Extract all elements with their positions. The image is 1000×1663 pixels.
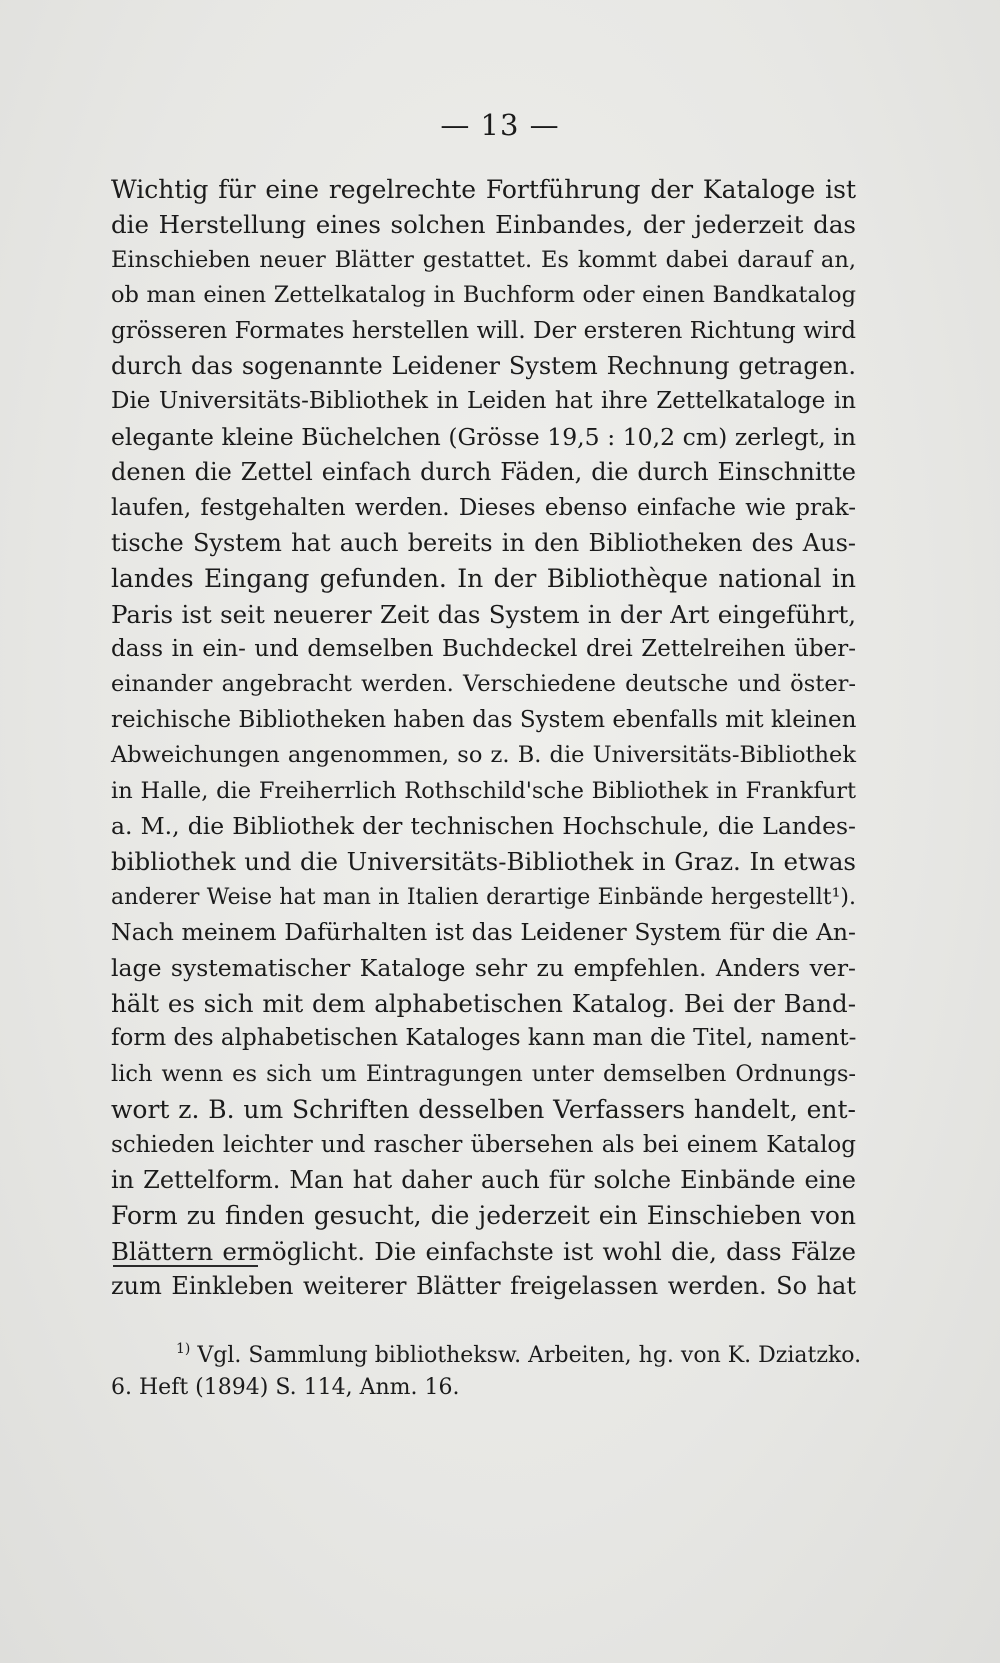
text-line: grösseren Formates herstellen will. Der ersteren Richtung wird bbox=[111, 317, 856, 344]
footnote-line bbox=[111, 1340, 862, 1372]
text-line: form des alphabetischen Kataloges kann man die Titel, nament- bbox=[111, 1025, 857, 1052]
text-line: landes Eingang gefunden. In der Bibliothèque national in bbox=[111, 564, 856, 594]
text-line: Wichtig für eine regelrechte Fortführung der Kataloge ist bbox=[111, 175, 856, 204]
footnote-marker: 1) bbox=[176, 1341, 191, 1357]
text-line: anderer Weise hat man in Italien derartige Einbände hergestellt¹). bbox=[111, 884, 856, 910]
text-line: elegante kleine Büchelchen (Grösse 19,5 : 10,2 cm) zerlegt, in bbox=[111, 422, 856, 451]
text-line: durch das sogenannte Leidener System Rechnung getragen. bbox=[111, 351, 856, 380]
text-line: die Herstellung eines solchen Einbandes, der jederzeit das bbox=[111, 210, 856, 240]
body-text bbox=[111, 172, 856, 1305]
text-line: denen die Zettel einfach durch Fäden, die durch Einschnitte bbox=[111, 458, 856, 487]
text-line: dass in ein- und demselben Buchdeckel drei Zettelreihen über- bbox=[111, 636, 856, 663]
text-line: Die Universitäts-Bibliothek in Leiden hat ihre Zettelkataloge in bbox=[111, 388, 856, 415]
text-line: lage systematischer Kataloge sehr zu empfehlen. Anders ver- bbox=[111, 953, 856, 982]
text-line: Blättern ermöglicht. Die einfachste ist wohl die, dass Fälze bbox=[111, 1236, 856, 1266]
text-line: Nach meinem Dafürhalten ist das Leidener System für die An- bbox=[111, 918, 856, 947]
text-line: wort z. B. um Schriften desselben Verfassers handelt, ent- bbox=[111, 1095, 856, 1125]
footnote-line: 6. Heft (1894) S. 114, Anm. 16. bbox=[111, 1375, 460, 1400]
text-line: laufen, festgehalten werden. Dieses ebenso einfache wie prak- bbox=[111, 494, 856, 521]
text-line: einander angebracht werden. Verschiedene deutsche und öster- bbox=[111, 671, 856, 698]
text-line: Form zu finden gesucht, die jederzeit ein Einschieben von bbox=[111, 1201, 856, 1231]
text-line: reichische Bibliotheken haben das System ebenfalls mit kleinen bbox=[111, 706, 857, 733]
text-line: in Zettelform. Man hat daher auch für solche Einbände eine bbox=[111, 1165, 856, 1194]
text-line: Paris ist seit neuerer Zeit das System in der Art eingeführt, bbox=[111, 599, 856, 629]
text-line: Einschieben neuer Blätter gestattet. Es kommt dabei darauf an, bbox=[111, 246, 856, 273]
text-line: ob man einen Zettelkatalog in Buchform oder einen Bandkatalog bbox=[111, 282, 856, 309]
text-line: bibliothek und die Universitäts-Bibliothek in Graz. In etwas bbox=[111, 847, 856, 877]
text-line: in Halle, die Freiherrlich Rothschild'sche Bibliothek in Frankfurt bbox=[111, 777, 856, 804]
text-line: tische System hat auch bereits in den Bibliotheken des Aus- bbox=[111, 528, 856, 557]
text-line: zum Einkleben weiterer Blätter freigelassen werden. So hat bbox=[111, 1272, 856, 1301]
page-number: — 13 — bbox=[440, 108, 560, 142]
text-line: schieden leichter und rascher übersehen als bei einem Katalog bbox=[111, 1131, 856, 1158]
footnote bbox=[111, 1340, 862, 1404]
text-line: lich wenn es sich um Eintragungen unter demselben Ordnungs- bbox=[111, 1060, 856, 1087]
text-line: Abweichungen angenommen, so z. B. die Universitäts-Bibliothek bbox=[111, 742, 856, 769]
footnote-divider bbox=[113, 1265, 258, 1267]
text-line: a. M., die Bibliothek der technischen Hochschule, die Landes- bbox=[111, 812, 856, 841]
footnote-text: Vgl. Sammlung bibliotheksw. Arbeiten, hg. von K. Dziatzko. bbox=[197, 1343, 862, 1368]
text-line: hält es sich mit dem alphabetischen Katalog. Bei der Band- bbox=[111, 988, 856, 1018]
